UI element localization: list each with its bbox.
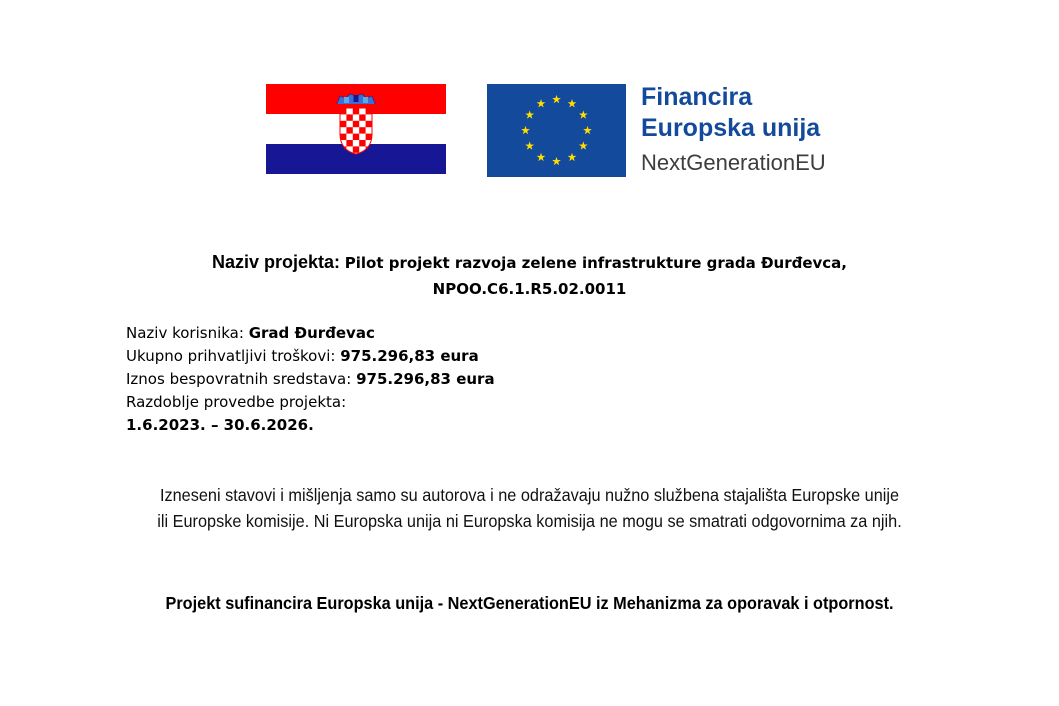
period-label: Razdoblje provedbe projekta: [126,393,347,411]
eligible-costs-label: Ukupno prihvatljivi troškovi: [126,347,341,365]
grant-label: Iznos bespovratnih sredstava: [126,370,357,388]
cofinance-statement: Projekt sufinancira Europska unija - NextGenerationEU iz Mehanizma za oporavak i otpornost. [165,593,894,613]
project-details [126,322,495,437]
disclaimer-line1: Izneseni stavovi i mišljenja samo su autorova i ne odražavaju nužno službena stajališta Europske unije [159,485,900,505]
period-row [126,414,495,437]
beneficiary-value: Grad Đurđevac [248,324,375,342]
grant-row [126,368,495,391]
eligible-costs-row [126,345,495,368]
project-label: Naziv projekta: [211,252,341,272]
eu-financira-text: Financira [641,83,753,111]
disclaimer [37,482,1022,534]
beneficiary-label: Naziv korisnika: [126,324,249,342]
grant-value: 975.296,83 eura [356,370,495,388]
eu-funding-label [641,82,826,178]
eu-flag-icon [487,84,626,177]
beneficiary-row [126,322,495,345]
disclaimer-line2: ili Europske komisije. Ni Europska unija ni Europska komisija ne mogu se smatrati odgovornima za njih. [157,511,902,531]
period-value: 1.6.2023. – 30.6.2026. [126,416,314,434]
croatia-flag-icon [266,84,446,174]
project-name-line1: Pilot projekt razvoja zelene infrastrukture grada Đurđevca, [344,254,848,272]
eligible-costs-value: 975.296,83 eura [340,347,479,365]
eu-europska-unija-text: Europska unija [641,114,821,142]
project-title [0,250,1059,302]
project-code: NPOO.C6.1.R5.02.0011 [432,280,627,298]
eu-nextgeneration-text: NextGenerationEU [641,150,826,175]
